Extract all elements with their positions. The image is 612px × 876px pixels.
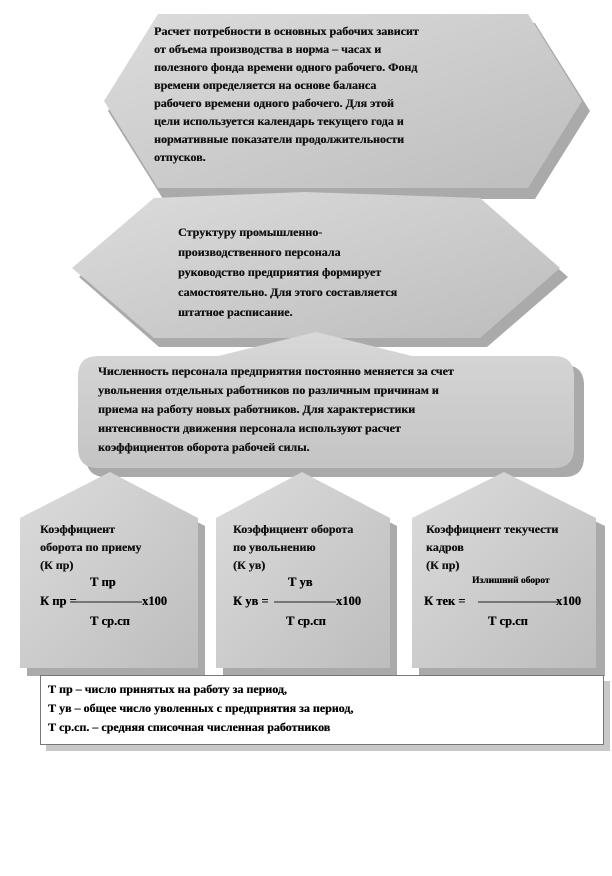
col2-rhs: х100 (336, 594, 361, 608)
box2-text: Структуру промышленно- производственного персонала руководство предприятия формирует самостоятельно. Для этого составляется штатное расписание. (178, 225, 398, 319)
col1-rhs: х100 (142, 594, 167, 608)
col2-lhs: К ув = (233, 594, 269, 608)
col1-numerator: Т пр (90, 575, 116, 589)
col3-lhs: К тек = (424, 594, 466, 608)
col2-numerator: Т ув (288, 575, 313, 589)
col3-numerator: Излишний оборот (472, 576, 550, 586)
box1-text: Расчет потребности в основных рабочих зависит от объема производства в норма – часах и полезного фонда времени одного рабочего. Фонд времени определяется на основе баланса рабочего времени одного рабочего. Для этой цели используется календарь текущего года и нормативные показатели продолжительности отпусков. (154, 24, 419, 164)
col3-rhs: х100 (556, 594, 581, 608)
legend-box: Т пр – число принятых на работу за период, Т ув – общее число уволенных с предприятия за период, Т ср.сп. – средняя списочная численная работников (40, 675, 604, 745)
col3-title: Коэффициент текучести кадров (К пр) (426, 522, 559, 572)
col1-title: Коэффициент оборота по приему (К пр) (40, 522, 142, 572)
col2-title: Коэффициент оборота по увольнению (К ув) (233, 522, 354, 572)
col2-denominator: Т ср.сп (286, 614, 326, 628)
col1-denominator: Т ср.сп (90, 614, 130, 628)
col1-lhs: К пр = (40, 594, 77, 608)
col3-denominator: Т ср.сп (488, 614, 528, 628)
box3-text: Численность персонала предприятия постоянно меняется за счет увольнения отдельных работников по различным причинам и приема на работу новых работников. Для характеристики интенсивности движения персонала используют расчет коэффициентов оборота рабочей силы. (98, 364, 454, 454)
